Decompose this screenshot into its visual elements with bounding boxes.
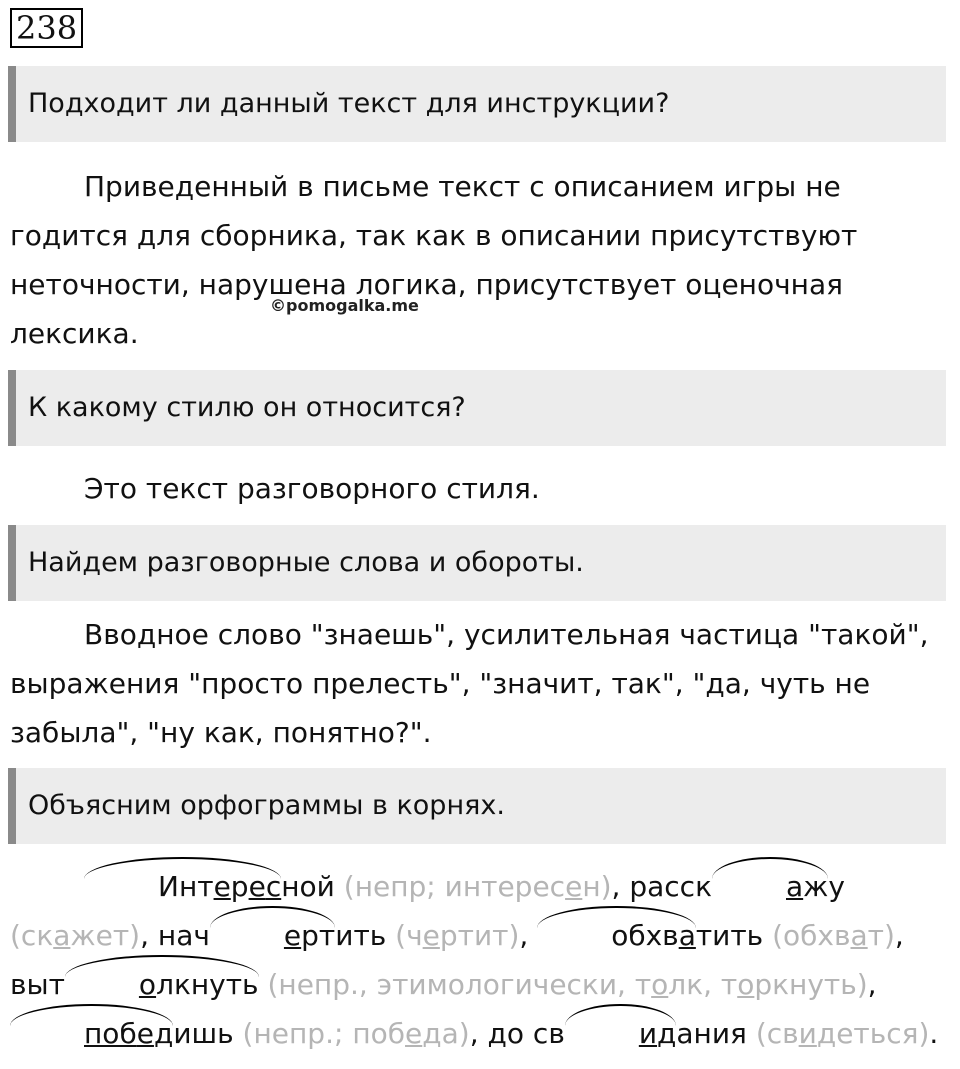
watermark: ©pomogalka.me [270,296,419,315]
root-arc: аж [712,862,828,911]
question-1: Подходит ли данный текст для инструкции? [8,66,946,142]
root-arc: обхва [537,911,696,960]
answer-3: Вводное слово "знаешь", усилительная частица "такой", выражения "просто прелесть", "значит, так", "да, чуть не забыла", "ну как, понятно?". [10,618,929,749]
hint-1: (непр; интересен) [343,870,612,903]
answer-2: Это текст разговорного стиля. [84,472,540,505]
root-arc: ерт [210,911,335,960]
question-4: Объясним орфограммы в корнях. [8,768,946,844]
word-nachertit: нач ертить [158,919,386,952]
orthogram-paragraph: Интересной (непр; интересен), расск ажу (скажет), нач ертить (чертит), обхватить (обхват), выт олкнуть (непр., этимологически, толк, торкнуть), победишь (непр.; победа), до св идания (свидеться). [10,862,940,1058]
word-obkhvatit: обхватить [537,919,763,952]
exercise-number: 238 [10,8,83,48]
hint-2: (скажет) [10,919,141,952]
root-arc: побед [10,1009,173,1058]
word-pobedish: победишь [10,1017,234,1050]
answer-1: Приведенный в письме текст с описанием игры не годится для сборника, так как в описании присутствуют неточности, нарушена логика, присутствует оценочная лексика. [10,170,858,350]
hint-5: (непр., этимологически, толк, торкнуть) [267,968,868,1001]
word-interesnoy: Интересной [84,870,335,903]
hint-4: (обхват) [772,919,895,952]
root-arc: олкнуть [65,960,259,1009]
hint-6: (непр.; победа) [242,1017,470,1050]
word-do-svidaniya: до св идания [488,1017,747,1050]
question-2: К какому стилю он относится? [8,370,946,446]
root-arc: Интерес [84,862,281,911]
hint-3: (чертит) [395,919,520,952]
hint-7: (свидеться) [755,1017,930,1050]
word-rasskazhu: расск ажу [629,870,845,903]
word-vytolknut: выт олкнуть [10,968,259,1001]
root-arc: ид [565,1009,677,1058]
question-3: Найдем разговорные слова и обороты. [8,525,946,601]
